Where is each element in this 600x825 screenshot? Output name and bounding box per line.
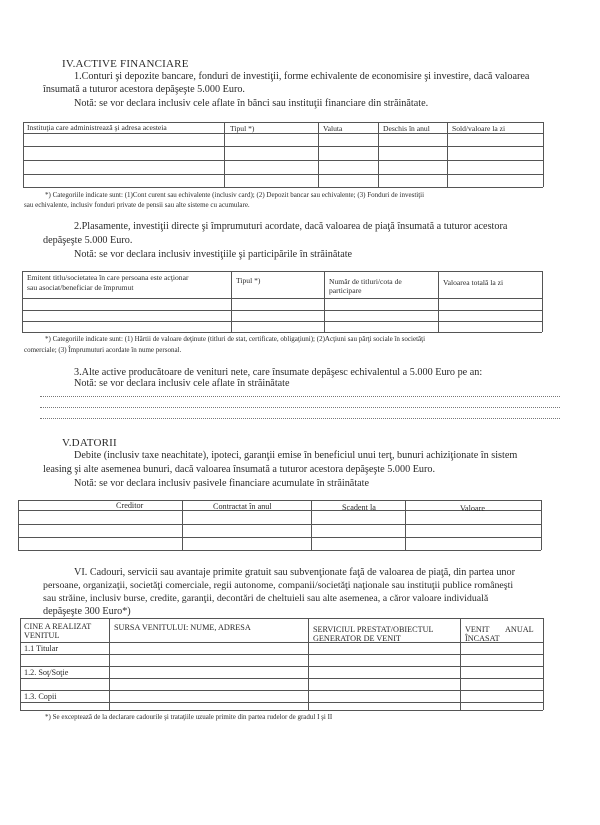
table2-header-issuer-line-1: Emitent titlu/societatea în care persoana este acţionar bbox=[27, 273, 189, 282]
table2-footnote-line-2: comerciale; (3) Împrumuturi acordate în nume personal. bbox=[24, 346, 182, 354]
section-v-title: V.DATORII bbox=[62, 437, 117, 449]
section-iv-paragraph-3-note: Notă: se vor declara inclusiv cele aflate în străinătate bbox=[74, 378, 290, 389]
table1-header-balance: Sold/valoare la zi bbox=[452, 124, 506, 133]
table2-footnote-line-1: *) Categoriile indicate sunt: (1) Hârtii de valoare deţinute (titluri de stat, certificate, obligaţiuni); (2)Acţiuni sau părţi sociale în societăţi bbox=[45, 335, 426, 343]
table3-header-value: Valoare bbox=[460, 504, 486, 513]
table4-row-label-children: 1.3. Copii bbox=[24, 692, 57, 701]
section-vi-line-2: persoane, organizaţii, societăţi comerciale, regii autonome, companii/societăţi naţionale sau instituţii publice româneşti bbox=[43, 580, 514, 591]
section-iv-paragraph-2-line-2: depăşeşte 5.000 Euro. bbox=[43, 235, 133, 246]
section-iv-paragraph-1-note: Notă: se vor declara inclusiv cele aflate în bănci sau instituţii financiare din străinătate. bbox=[74, 98, 429, 109]
table4-footnote: *) Se exceptează de la declarare cadourile şi trataţiile uzuale primite din partea rudelor de gradul I şi II bbox=[45, 713, 333, 721]
table1-header-institution: Instituţia care administrează şi adresa acesteia bbox=[27, 123, 167, 132]
table4-header-income-line-2: ÎNCASAT bbox=[465, 634, 500, 643]
section-v-paragraph-line-1: Debite (inclusiv taxe neachitate), ipoteci, garanţii emise în beneficiul unui terţ, bunuri achiziţionate în sistem bbox=[74, 450, 518, 461]
table1-footnote-line-1: *) Categoriile indicate sunt: (1)Cont curent sau echivalente (inclusiv card); (2) Depozit bancar sau echivalente; (3) Fonduri de investiţii bbox=[45, 191, 425, 199]
table4-header-service-line-2: GENERATOR DE VENIT bbox=[313, 634, 401, 643]
section-iv-paragraph-2-line-1: 2.Plasamente, investiţii directe şi împrumuturi acordate, dacă valoarea de piaţă însumată a tuturor acestora bbox=[74, 221, 508, 232]
section-iv-paragraph-1-line-2: însumată a tuturor acestora depăşeşte 5.000 Euro. bbox=[43, 84, 245, 95]
table1-header-type: Tipul *) bbox=[230, 124, 255, 133]
table3-header-due: Scadent la bbox=[342, 503, 376, 512]
table2-header-issuer-line-2: sau asociat/beneficiar de împrumut bbox=[27, 283, 134, 292]
fill-line bbox=[40, 407, 560, 408]
table3-header-contracted-year: Contractat în anul bbox=[213, 502, 272, 511]
table2-header-total-value: Valoarea totală la zi bbox=[443, 278, 504, 287]
section-iv-paragraph-3: 3.Alte active producătoare de venituri nete, care însumate depăşesc echivalentul a 5.000 Euro pe an: bbox=[74, 367, 483, 378]
section-vi-line-1: VI. Cadouri, servicii sau avantaje primite gratuit sau subvenţionate faţă de valoarea de piaţă, din partea unor bbox=[74, 567, 516, 578]
table4-header-service-line-1: SERVICIUL PRESTAT/OBIECTUL bbox=[313, 625, 434, 634]
section-v-paragraph-line-2: leasing şi alte asemenea bunuri, dacă valoarea însumată a tuturor acestora depăşeşte 5.000 Euro. bbox=[43, 464, 436, 475]
table3-header-creditor: Creditor bbox=[116, 501, 144, 510]
table1-footnote-line-2: sau echivalente, inclusiv fonduri private de pensii sau alte sisteme cu acumulare. bbox=[24, 201, 250, 209]
table1-header-opened-year: Deschis în anul bbox=[383, 124, 430, 133]
table4-header-recipient-line-1: CINE A REALIZAT bbox=[24, 622, 92, 631]
table4-row-label-spouse: 1.2. Soţ/Soţie bbox=[24, 668, 69, 677]
fill-line bbox=[40, 396, 560, 397]
table1-header-currency: Valuta bbox=[323, 124, 343, 133]
table2-header-shares-line-1: Număr de titluri/cota de bbox=[329, 277, 402, 286]
table2-header-type: Tipul *) bbox=[236, 276, 261, 285]
section-vi-line-3: sau străine, inclusiv burse, credite, garanţii, decontări de cheltuieli sau alte asemenea, a căror valoare individuală bbox=[43, 593, 489, 604]
fill-line bbox=[40, 418, 560, 419]
table4-header-source: SURSA VENITULUI: NUME, ADRESA bbox=[114, 623, 251, 632]
section-iv-paragraph-1-line-1: 1.Conturi şi depozite bancare, fonduri de investiţii, forme echivalente de economisire şi investire, dacă valoarea bbox=[74, 71, 530, 82]
table4-row-label-holder: 1.1 Titular bbox=[24, 644, 59, 653]
section-iv-paragraph-2-note: Notă: se vor declara inclusiv investiţiile şi participările în străinătate bbox=[74, 249, 353, 260]
table4-header-income-line-1: VENIT ANUAL bbox=[465, 625, 534, 634]
table2-header-shares-line-2: participare bbox=[329, 286, 362, 295]
section-iv-title: IV.ACTIVE FINANCIARE bbox=[62, 58, 189, 70]
section-vi-line-4: depăşeşte 300 Euro*) bbox=[43, 606, 131, 617]
table4-header-recipient-line-2: VENITUL bbox=[24, 631, 60, 640]
section-v-note: Notă: se vor declara inclusiv pasivele financiare acumulate în străinătate bbox=[74, 478, 370, 489]
